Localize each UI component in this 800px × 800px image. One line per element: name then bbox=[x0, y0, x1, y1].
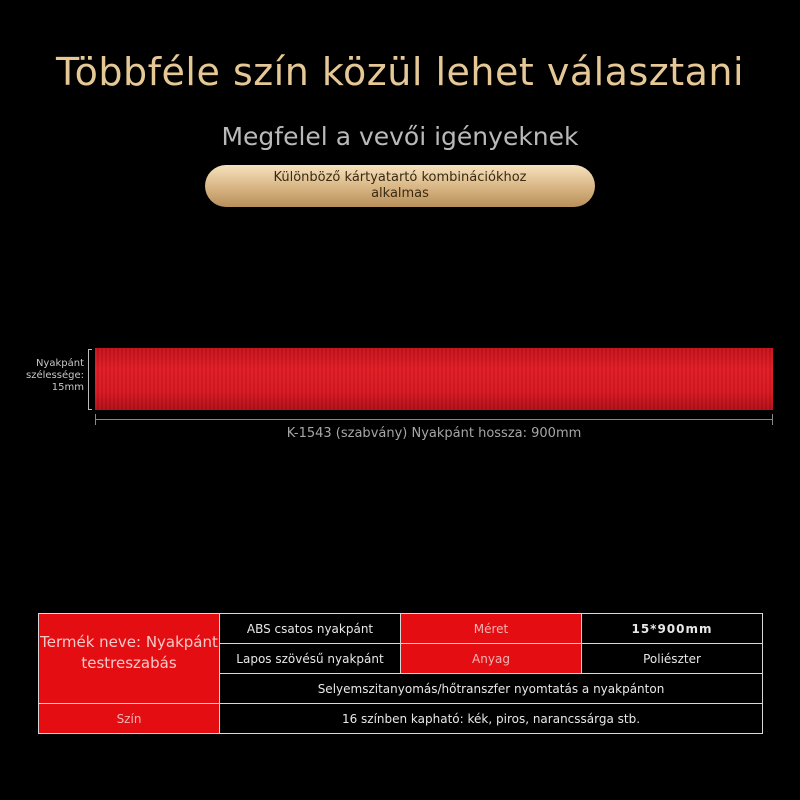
table-row bbox=[39, 614, 763, 644]
page-title: Többféle szín közül lehet választani bbox=[55, 50, 745, 94]
strap-width-bracket bbox=[88, 349, 92, 410]
strap-length-line bbox=[95, 419, 773, 420]
product-type-flat: Lapos szövésű nyakpánt bbox=[220, 644, 401, 674]
page-subtitle: Megfelel a vevői igényeknek bbox=[221, 122, 579, 151]
product-type-abs: ABS csatos nyakpánt bbox=[220, 614, 401, 644]
color-label: Szín bbox=[39, 704, 220, 734]
table-row bbox=[39, 704, 763, 734]
strap-length-tick-left bbox=[95, 414, 96, 425]
lanyard-strap-image bbox=[95, 348, 773, 410]
strap-width-label: Nyakpánt szélessége: 15mm bbox=[26, 358, 84, 393]
material-value: Poliészter bbox=[582, 644, 763, 674]
strap-length-label: K-1543 (szabvány) Nyakpánt hossza: 900mm bbox=[286, 426, 582, 441]
printing-value: Selyemszitanyomás/hőtranszfer nyomtatás a nyakpánton bbox=[220, 674, 763, 704]
material-label: Anyag bbox=[401, 644, 582, 674]
product-name: Termék neve: Nyakpánt testreszabás bbox=[40, 633, 218, 672]
feature-pill bbox=[205, 165, 595, 207]
color-value: 16 színben kapható: kék, piros, narancssárga stb. bbox=[220, 704, 763, 734]
size-value: 15*900mm bbox=[582, 614, 763, 644]
strap-length-tick-right bbox=[772, 414, 773, 425]
spec-table bbox=[38, 613, 763, 734]
product-name-cell bbox=[39, 614, 220, 704]
feature-pill-text: Különböző kártyatartó kombinációkhoz alkalmas bbox=[273, 170, 527, 201]
size-label: Méret bbox=[401, 614, 582, 644]
